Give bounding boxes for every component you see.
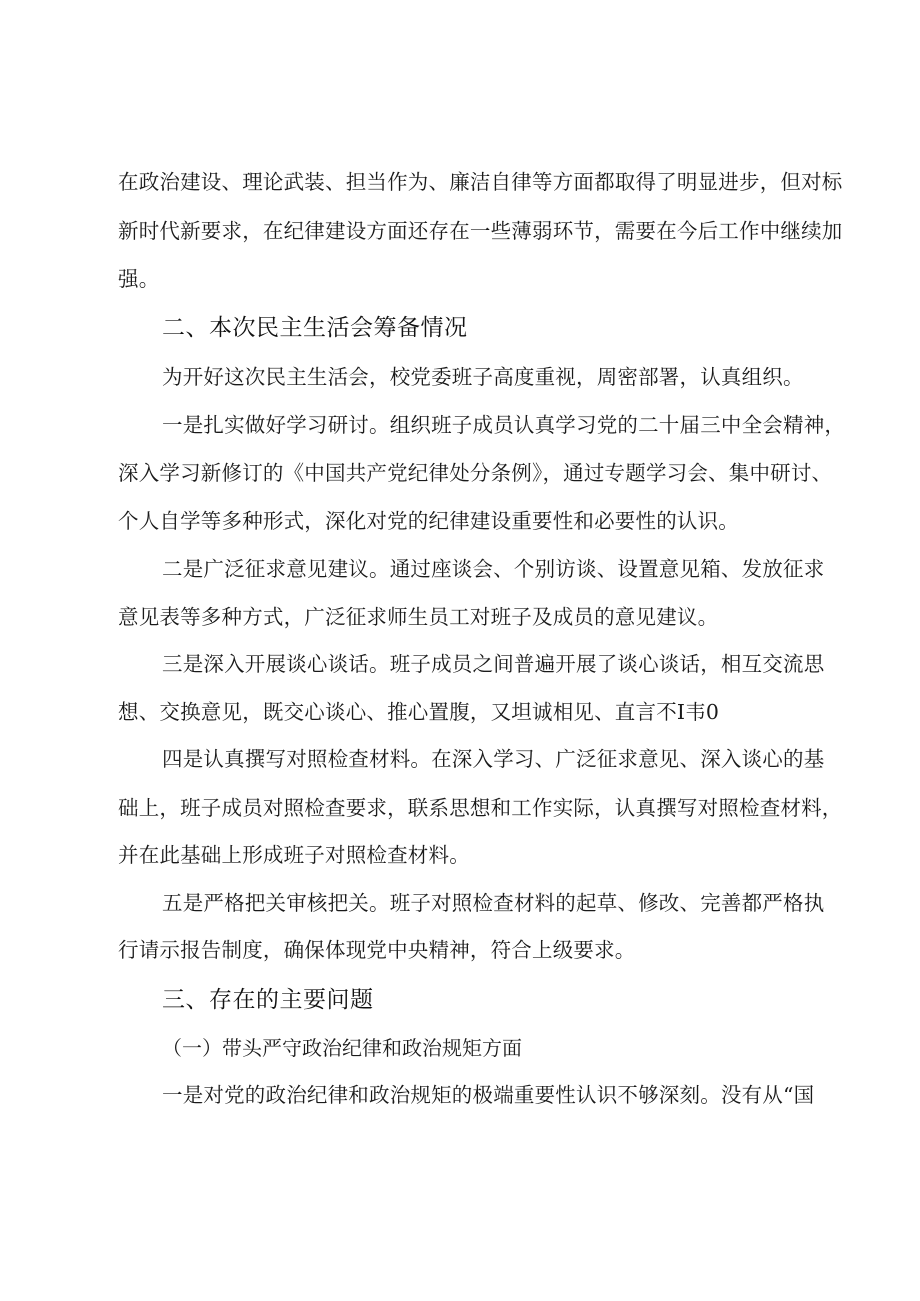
paragraph-line: 础上，班子成员对照检查要求，联系思想和工作实际，认真撰写对照检查材料， bbox=[118, 796, 843, 820]
subsection-heading: （一）带头严守政治纪律和政治规矩方面 bbox=[162, 1036, 522, 1060]
paragraph-line: 在政治建设、理论武装、担当作为、廉洁自律等方面都取得了明显进步，但对标 bbox=[118, 170, 843, 194]
paragraph-line: 想、交换意见，既交心谈心、推心置腹，又坦诚相见、直言不I韦0 bbox=[118, 700, 720, 724]
paragraph-line: 深入学习新修订的《中国共产党纪律处分条例》，通过专题学习会、集中研讨、 bbox=[118, 461, 833, 485]
paragraph-line: 二是广泛征求意见建议。通过座谈会、个别访谈、设置意见箱、发放征求 bbox=[162, 557, 825, 581]
paragraph-line: 一是对党的政治纪律和政治规矩的极端重要性认识不够深刻。没有从“国 bbox=[162, 1083, 815, 1107]
paragraph-line: 为开好这次民主生活会，校党委班子高度重视，周密部署，认真组织。 bbox=[162, 365, 804, 389]
paragraph-line: 四是认真撰写对照检查材料。在深入学习、广泛征求意见、深入谈心的基 bbox=[162, 747, 825, 771]
paragraph-line: 并在此基础上形成班子对照检查材料。 bbox=[118, 843, 470, 867]
paragraph-line: 五是严格把关审核把关。班子对照检查材料的起草、修改、完善都严格执 bbox=[162, 891, 825, 915]
section-heading-3: 三、存在的主要问题 bbox=[162, 987, 374, 1013]
paragraph-line: 一是扎实做好学习研讨。组织班子成员认真学习党的二十届三中全会精神， bbox=[162, 413, 846, 437]
paragraph-line: 意见表等多种方式，广泛征求师生员工对班子及成员的意见建议。 bbox=[118, 605, 719, 629]
paragraph-line: 行请示报告制度，确保体现党中央精神，符合上级要求。 bbox=[118, 938, 636, 962]
paragraph-line: 三是深入开展谈心谈话。班子成员之间普遍开展了谈心谈话，相互交流思 bbox=[162, 652, 825, 676]
paragraph-line: 个人自学等多种形式，深化对党的纪律建设重要性和必要性的认识。 bbox=[118, 509, 739, 533]
paragraph-line: 新时代新要求，在纪律建设方面还存在一些薄弱环节，需要在今后工作中继续加 bbox=[118, 219, 843, 243]
paragraph-line: 强。 bbox=[118, 267, 160, 291]
section-heading-2: 二、本次民主生活会筹备情况 bbox=[162, 315, 468, 341]
